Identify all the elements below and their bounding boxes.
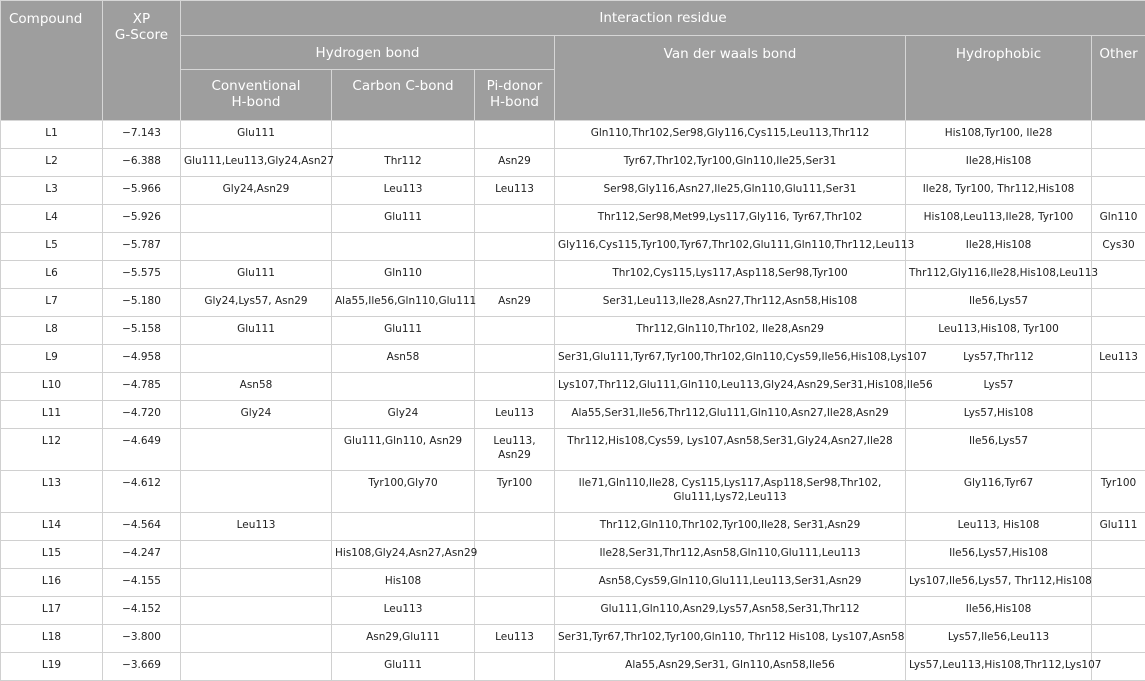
conventional-hbond-cell xyxy=(181,471,332,513)
header-conventional-line1: Conventional xyxy=(184,78,328,94)
table-row xyxy=(1,149,1145,177)
header-xp-gscore xyxy=(103,1,181,121)
pi-donor-hbond-cell: Leu113 xyxy=(475,177,555,205)
header-conventional-line2: H-bond xyxy=(184,94,328,110)
other-cell xyxy=(1092,317,1145,345)
carbon-cbond-cell: Glu111 xyxy=(332,653,475,681)
compound-cell: L8 xyxy=(1,317,103,345)
compound-cell: L13 xyxy=(1,471,103,513)
van-der-waals-cell: Ser98,Gly116,Asn27,Ile25,Gln110,Glu111,Ser31 xyxy=(555,177,906,205)
table-row xyxy=(1,261,1145,289)
conventional-hbond-cell xyxy=(181,429,332,471)
pi-donor-hbond-cell xyxy=(475,345,555,373)
van-der-waals-cell: Thr112,Ser98,Met99,Lys117,Gly116, Tyr67,Thr102 xyxy=(555,205,906,233)
van-der-waals-cell: Gln110,Thr102,Ser98,Gly116,Cys115,Leu113,Thr112 xyxy=(555,121,906,149)
pi-donor-hbond-cell: Leu113 xyxy=(475,625,555,653)
xp-gscore-cell: −4.720 xyxy=(103,401,181,429)
table-row xyxy=(1,653,1145,681)
carbon-cbond-cell xyxy=(332,513,475,541)
compound-cell: L4 xyxy=(1,205,103,233)
pi-donor-hbond-cell xyxy=(475,233,555,261)
hydrophobic-cell: Leu113, His108 xyxy=(906,513,1092,541)
other-cell xyxy=(1092,429,1145,471)
header-hydrophobic: Hydrophobic xyxy=(906,36,1092,121)
hydrophobic-cell: Lys57,Ile56,Leu113 xyxy=(906,625,1092,653)
table-row xyxy=(1,373,1145,401)
carbon-cbond-cell: Glu111 xyxy=(332,205,475,233)
hydrophobic-cell: Ile56,Lys57 xyxy=(906,289,1092,317)
xp-gscore-cell: −5.575 xyxy=(103,261,181,289)
other-cell xyxy=(1092,261,1145,289)
hydrophobic-cell: Lys107,Ile56,Lys57, Thr112,His108 xyxy=(906,569,1092,597)
compound-cell: L9 xyxy=(1,345,103,373)
table-row xyxy=(1,317,1145,345)
conventional-hbond-cell: Glu111 xyxy=(181,121,332,149)
van-der-waals-cell: Glu111,Gln110,Asn29,Lys57,Asn58,Ser31,Thr112 xyxy=(555,597,906,625)
xp-gscore-cell: −4.155 xyxy=(103,569,181,597)
other-cell xyxy=(1092,373,1145,401)
compound-cell: L6 xyxy=(1,261,103,289)
other-cell: Glu111 xyxy=(1092,513,1145,541)
conventional-hbond-cell: Glu111,Leu113,Gly24,Asn27 xyxy=(181,149,332,177)
conventional-hbond-cell: Glu111 xyxy=(181,317,332,345)
header-compound: Compound xyxy=(1,1,103,121)
compound-cell: L3 xyxy=(1,177,103,205)
van-der-waals-cell: Gly116,Cys115,Tyr100,Tyr67,Thr102,Glu111,Gln110,Thr112,Leu113 xyxy=(555,233,906,261)
carbon-cbond-cell: His108 xyxy=(332,569,475,597)
table-row xyxy=(1,233,1145,261)
carbon-cbond-cell xyxy=(332,233,475,261)
hydrophobic-cell: His108,Tyr100, Ile28 xyxy=(906,121,1092,149)
xp-gscore-cell: −4.152 xyxy=(103,597,181,625)
conventional-hbond-cell: Glu111 xyxy=(181,261,332,289)
conventional-hbond-cell: Asn58 xyxy=(181,373,332,401)
header-pi-line1: Pi-donor xyxy=(478,78,551,94)
hydrophobic-cell: Lys57 xyxy=(906,373,1092,401)
van-der-waals-cell: Asn58,Cys59,Gln110,Glu111,Leu113,Ser31,Asn29 xyxy=(555,569,906,597)
van-der-waals-cell: Thr112,Gln110,Thr102, Ile28,Asn29 xyxy=(555,317,906,345)
header-hydrogen-bond: Hydrogen bond xyxy=(181,36,555,70)
pi-donor-hbond-cell xyxy=(475,205,555,233)
pi-donor-hbond-cell xyxy=(475,317,555,345)
van-der-waals-cell: Thr102,Cys115,Lys117,Asp118,Ser98,Tyr100 xyxy=(555,261,906,289)
pi-donor-hbond-cell: Tyr100 xyxy=(475,471,555,513)
pi-donor-hbond-cell xyxy=(475,513,555,541)
conventional-hbond-cell xyxy=(181,653,332,681)
conventional-hbond-cell xyxy=(181,625,332,653)
carbon-cbond-cell: Leu113 xyxy=(332,597,475,625)
carbon-cbond-cell: Glu111,Gln110, Asn29 xyxy=(332,429,475,471)
compound-cell: L10 xyxy=(1,373,103,401)
table-row xyxy=(1,429,1145,471)
hydrophobic-cell: Lys57,Leu113,His108,Thr112,Lys107 xyxy=(906,653,1092,681)
pi-donor-hbond-cell xyxy=(475,373,555,401)
compound-cell: L18 xyxy=(1,625,103,653)
header-van-der-waals: Van der waals bond xyxy=(555,36,906,121)
xp-gscore-cell: −4.564 xyxy=(103,513,181,541)
pi-donor-hbond-cell xyxy=(475,653,555,681)
xp-gscore-cell: −5.158 xyxy=(103,317,181,345)
van-der-waals-cell: Thr112,Gln110,Thr102,Tyr100,Ile28, Ser31,Asn29 xyxy=(555,513,906,541)
carbon-cbond-cell: Glu111 xyxy=(332,317,475,345)
pi-donor-hbond-cell xyxy=(475,261,555,289)
header-pi-line2: H-bond xyxy=(478,94,551,110)
van-der-waals-cell: Ser31,Glu111,Tyr67,Tyr100,Thr102,Gln110,Cys59,Ile56,His108,Lys107 xyxy=(555,345,906,373)
conventional-hbond-cell xyxy=(181,541,332,569)
xp-gscore-cell: −5.966 xyxy=(103,177,181,205)
pi-donor-hbond-cell: Leu113, Asn29 xyxy=(475,429,555,471)
compound-cell: L5 xyxy=(1,233,103,261)
header-xp-line1: XP xyxy=(106,11,177,27)
hydrophobic-cell: Gly116,Tyr67 xyxy=(906,471,1092,513)
pi-donor-hbond-cell: Leu113 xyxy=(475,401,555,429)
pi-donor-hbond-cell xyxy=(475,121,555,149)
table-row xyxy=(1,121,1145,149)
hydrophobic-cell: Ile56,Lys57,His108 xyxy=(906,541,1092,569)
table-row xyxy=(1,513,1145,541)
xp-gscore-cell: −5.926 xyxy=(103,205,181,233)
hydrophobic-cell: Lys57,Thr112 xyxy=(906,345,1092,373)
conventional-hbond-cell xyxy=(181,569,332,597)
hydrophobic-cell: Ile28,His108 xyxy=(906,149,1092,177)
pi-donor-hbond-cell: Asn29 xyxy=(475,289,555,317)
header-carbon-cbond: Carbon C-bond xyxy=(332,70,475,121)
compound-cell: L7 xyxy=(1,289,103,317)
hydrophobic-cell: Ile56,Lys57 xyxy=(906,429,1092,471)
van-der-waals-cell: Ser31,Leu113,Ile28,Asn27,Thr112,Asn58,His108 xyxy=(555,289,906,317)
van-der-waals-cell: Ile71,Gln110,Ile28, Cys115,Lys117,Asp118,Ser98,Thr102, Glu111,Lys72,Leu113 xyxy=(555,471,906,513)
pi-donor-hbond-cell xyxy=(475,569,555,597)
conventional-hbond-cell: Gly24,Asn29 xyxy=(181,177,332,205)
hydrophobic-cell: Ile28,His108 xyxy=(906,233,1092,261)
hydrophobic-cell: Leu113,His108, Tyr100 xyxy=(906,317,1092,345)
table-row xyxy=(1,289,1145,317)
table-row xyxy=(1,597,1145,625)
table-row xyxy=(1,401,1145,429)
xp-gscore-cell: −3.669 xyxy=(103,653,181,681)
carbon-cbond-cell: His108,Gly24,Asn27,Asn29 xyxy=(332,541,475,569)
van-der-waals-cell: Ala55,Ser31,Ile56,Thr112,Glu111,Gln110,Asn27,Ile28,Asn29 xyxy=(555,401,906,429)
xp-gscore-cell: −6.388 xyxy=(103,149,181,177)
carbon-cbond-cell: Asn29,Glu111 xyxy=(332,625,475,653)
table-body xyxy=(1,121,1145,681)
header-pi-donor-hbond xyxy=(475,70,555,121)
table-row xyxy=(1,177,1145,205)
carbon-cbond-cell xyxy=(332,121,475,149)
van-der-waals-cell: Tyr67,Thr102,Tyr100,Gln110,Ile25,Ser31 xyxy=(555,149,906,177)
header-interaction-residue: Interaction residue xyxy=(181,1,1145,36)
van-der-waals-cell: Ser31,Tyr67,Thr102,Tyr100,Gln110, Thr112 His108, Lys107,Asn58 xyxy=(555,625,906,653)
conventional-hbond-cell xyxy=(181,345,332,373)
hydrophobic-cell: Ile56,His108 xyxy=(906,597,1092,625)
van-der-waals-cell: Ile28,Ser31,Thr112,Asn58,Gln110,Glu111,Leu113 xyxy=(555,541,906,569)
van-der-waals-cell: Lys107,Thr112,Glu111,Gln110,Leu113,Gly24,Asn29,Ser31,His108,Ile56 xyxy=(555,373,906,401)
table-row xyxy=(1,569,1145,597)
carbon-cbond-cell: Gln110 xyxy=(332,261,475,289)
pi-donor-hbond-cell xyxy=(475,541,555,569)
other-cell: Tyr100 xyxy=(1092,471,1145,513)
table-row xyxy=(1,471,1145,513)
hydrophobic-cell: Ile28, Tyr100, Thr112,His108 xyxy=(906,177,1092,205)
conventional-hbond-cell: Leu113 xyxy=(181,513,332,541)
conventional-hbond-cell xyxy=(181,597,332,625)
table-row xyxy=(1,205,1145,233)
xp-gscore-cell: −5.787 xyxy=(103,233,181,261)
other-cell xyxy=(1092,149,1145,177)
xp-gscore-cell: −5.180 xyxy=(103,289,181,317)
other-cell xyxy=(1092,597,1145,625)
carbon-cbond-cell xyxy=(332,373,475,401)
header-conventional-hbond xyxy=(181,70,332,121)
carbon-cbond-cell: Thr112 xyxy=(332,149,475,177)
compound-cell: L16 xyxy=(1,569,103,597)
hydrophobic-cell: Thr112,Gly116,Ile28,His108,Leu113 xyxy=(906,261,1092,289)
other-cell xyxy=(1092,121,1145,149)
other-cell: Cys30 xyxy=(1092,233,1145,261)
van-der-waals-cell: Thr112,His108,Cys59, Lys107,Asn58,Ser31,Gly24,Asn27,Ile28 xyxy=(555,429,906,471)
compound-cell: L2 xyxy=(1,149,103,177)
header-xp-line2: G-Score xyxy=(106,27,177,43)
other-cell xyxy=(1092,177,1145,205)
hydrophobic-cell: Lys57,His108 xyxy=(906,401,1092,429)
other-cell: Gln110 xyxy=(1092,205,1145,233)
compound-cell: L17 xyxy=(1,597,103,625)
xp-gscore-cell: −4.247 xyxy=(103,541,181,569)
carbon-cbond-cell: Ala55,Ile56,Gln110,Glu111 xyxy=(332,289,475,317)
conventional-hbond-cell: Gly24,Lys57, Asn29 xyxy=(181,289,332,317)
carbon-cbond-cell: Tyr100,Gly70 xyxy=(332,471,475,513)
compound-cell: L14 xyxy=(1,513,103,541)
other-cell xyxy=(1092,289,1145,317)
xp-gscore-cell: −4.612 xyxy=(103,471,181,513)
other-cell xyxy=(1092,569,1145,597)
table-row xyxy=(1,541,1145,569)
header-other: Other xyxy=(1092,36,1145,121)
conventional-hbond-cell: Gly24 xyxy=(181,401,332,429)
xp-gscore-cell: −4.649 xyxy=(103,429,181,471)
table-row xyxy=(1,345,1145,373)
conventional-hbond-cell xyxy=(181,205,332,233)
carbon-cbond-cell: Gly24 xyxy=(332,401,475,429)
xp-gscore-cell: −7.143 xyxy=(103,121,181,149)
pi-donor-hbond-cell xyxy=(475,597,555,625)
conventional-hbond-cell xyxy=(181,233,332,261)
xp-gscore-cell: −4.785 xyxy=(103,373,181,401)
other-cell: Leu113 xyxy=(1092,345,1145,373)
compound-cell: L12 xyxy=(1,429,103,471)
carbon-cbond-cell: Leu113 xyxy=(332,177,475,205)
compound-cell: L1 xyxy=(1,121,103,149)
table-row xyxy=(1,625,1145,653)
xp-gscore-cell: −3.800 xyxy=(103,625,181,653)
compound-cell: L19 xyxy=(1,653,103,681)
other-cell xyxy=(1092,625,1145,653)
hydrophobic-cell: His108,Leu113,Ile28, Tyr100 xyxy=(906,205,1092,233)
other-cell xyxy=(1092,541,1145,569)
compound-cell: L11 xyxy=(1,401,103,429)
compound-cell: L15 xyxy=(1,541,103,569)
van-der-waals-cell: Ala55,Asn29,Ser31, Gln110,Asn58,Ile56 xyxy=(555,653,906,681)
pi-donor-hbond-cell: Asn29 xyxy=(475,149,555,177)
carbon-cbond-cell: Asn58 xyxy=(332,345,475,373)
other-cell xyxy=(1092,401,1145,429)
xp-gscore-cell: −4.958 xyxy=(103,345,181,373)
